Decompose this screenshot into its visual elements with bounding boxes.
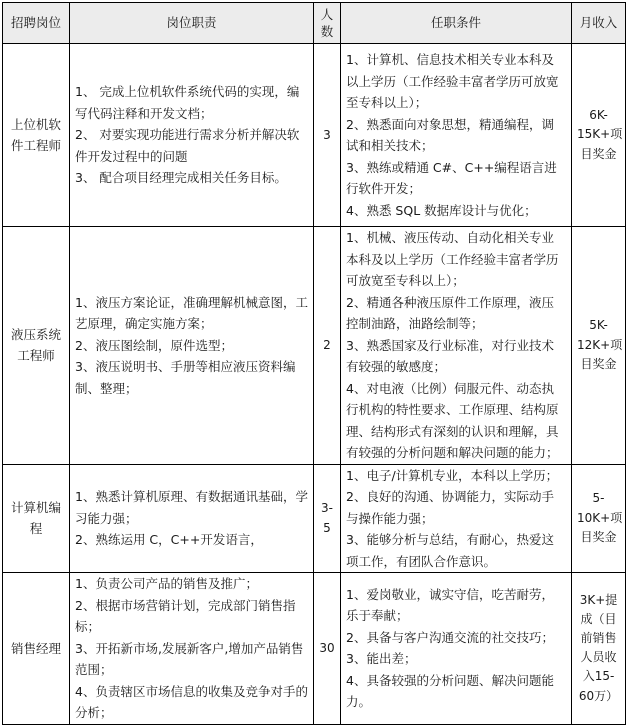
requirement-line: 2、良好的沟通、协调能力，实际动手与操作能力强； (346, 489, 554, 526)
count-cell: 3-5 (314, 464, 341, 573)
table-row (3, 464, 626, 573)
requirement-line: 4、具备较强的分析问题、解决问题能力。 (346, 672, 554, 710)
requirement-line: 4、对电液（比例）伺服元件、动态执行机构的特性要求、工作原理、结构原理、结构形式有深刻的认识和理解，具有较强的分析问题和解决问题的能力； (346, 380, 559, 460)
requirement-line: 4、熟悉 SQL 数据库设计与优化； (346, 202, 537, 218)
duty-line: 3、液压说明书、手册等相应液压资料编制、整理； (75, 359, 296, 396)
requirement-line: 2、精通各种液压原件工作原理，液压控制油路，油路绘制等； (346, 294, 554, 331)
count-cell: 30 (314, 573, 341, 725)
duty-cell (70, 464, 314, 573)
duty-line: 2、 对要实现功能进行需求分析并解决软件开发过程中的问题 (75, 127, 300, 164)
duty-line: 1、负责公司产品的销售及推广； (75, 576, 258, 591)
requirements-cell (341, 227, 572, 465)
salary-cell: 3K+提成（目前销售人员收入15-60万） (572, 573, 626, 725)
table-row (3, 573, 626, 725)
salary-cell: 5K-12K+项目奖金 (572, 227, 626, 465)
header-count-line2: 数 (320, 24, 334, 39)
header-requirements: 任职条件 (341, 3, 572, 44)
duty-cell (70, 227, 314, 465)
requirement-line: 1、计算机、信息技术相关专业本科及以上学历（工作经验丰富者学历可放宽至专科以上）； (346, 52, 559, 110)
header-count (314, 3, 341, 44)
table-row (3, 227, 626, 465)
duty-line: 3、开拓新市场,发展新客户,增加产品销售范围； (75, 640, 304, 677)
requirement-line: 3、能够分析与总结，有耐心，热爱这项工作，有团队合作意识。 (346, 532, 554, 569)
salary-cell: 5-10K+项目奖金 (572, 464, 626, 573)
duty-line: 1、液压方案论证，准确理解机械意图，工艺原理，确定实施方案； (75, 294, 308, 331)
duty-line: 3、 配合项目经理完成相关任务目标。 (75, 170, 287, 186)
duty-line: 2、熟练运用 C，C++开发语言， (75, 532, 263, 547)
requirement-line: 3、能出差； (346, 651, 417, 667)
post-cell: 计算机编程 (3, 464, 70, 573)
header-row (3, 3, 626, 44)
header-salary: 月收入 (572, 3, 626, 44)
duty-cell (70, 44, 314, 227)
duty-line: 1、 完成上位机软件系统代码的实现，编写代码注释和开发文档； (75, 84, 300, 121)
requirement-line: 3、熟练或精通 C#、C++编程语言进行软件开发； (346, 159, 557, 196)
requirements-cell (341, 573, 572, 725)
requirement-line: 2、熟悉面向对象思想，精通编程，调试和相关技术； (346, 116, 554, 153)
duty-line: 2、液压图绘制，原件选型； (75, 337, 233, 353)
post-cell: 销售经理 (3, 573, 70, 725)
duty-line: 4、负责辖区市场信息的收集及竞争对手的分析； (75, 683, 308, 720)
requirement-line: 1、机械、液压传动、自动化相关专业本科及以上学历（工作经验丰富者学历可放宽至专科以上）； (346, 230, 559, 288)
requirement-line: 1、爱岗敬业，诚实守信，吃苦耐劳，乐于奉献； (346, 586, 554, 624)
requirement-line: 3、熟悉国家及行业标准，对行业技术有较强的敏感度； (346, 337, 554, 374)
header-duty: 岗位职责 (70, 3, 314, 44)
post-cell: 上位机软件工程师 (3, 44, 70, 227)
duty-line: 2、根据市场营销计划，完成部门销售指标； (75, 597, 296, 634)
count-cell: 3 (314, 44, 341, 227)
table-row (3, 44, 626, 227)
header-count-line1: 人 (320, 6, 334, 22)
duty-line: 1、熟悉计算机原理、有数据通讯基础，学习能力强； (75, 489, 308, 526)
count-cell: 2 (314, 227, 341, 465)
recruitment-table (2, 2, 626, 725)
requirements-cell (341, 464, 572, 573)
requirement-line: 2、具备与客户沟通交流的社交技巧； (346, 629, 554, 645)
header-post: 招聘岗位 (3, 3, 70, 44)
post-cell: 液压系统工程师 (3, 227, 70, 465)
requirements-cell (341, 44, 572, 227)
requirement-line: 1、电子/计算机专业，本科以上学历； (346, 467, 559, 483)
salary-cell: 6K-15K+项目奖金 (572, 44, 626, 227)
duty-cell (70, 573, 314, 725)
